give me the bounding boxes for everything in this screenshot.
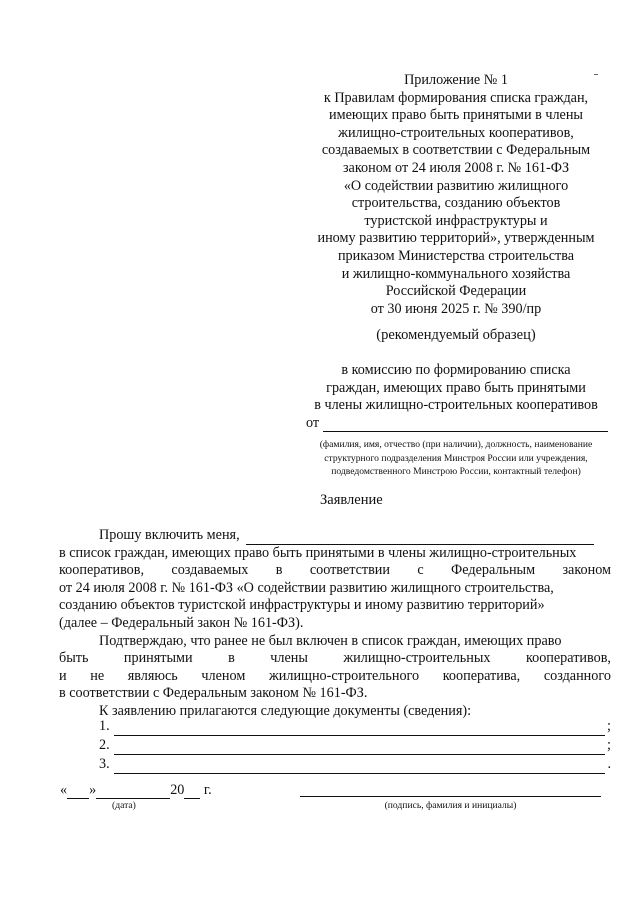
word: кооперативов,	[525, 650, 611, 667]
paragraph-2-end-text: в соответствии с Федеральным законом № 161-ФЗ.	[59, 685, 368, 702]
document-item	[99, 755, 611, 774]
paragraph-1-line	[59, 562, 611, 580]
paragraph-2-first	[59, 633, 611, 651]
appendix-line: приказом Министерства строительства	[337, 247, 575, 264]
word: в	[228, 650, 235, 667]
appendix-line: иному развитию территорий», утвержденным	[317, 230, 595, 247]
addressee-line: в комиссию по формированию списка	[341, 362, 571, 378]
appendix-line: имеющих право быть принятыми в члены	[329, 107, 583, 124]
month-blank[interactable]	[96, 784, 170, 799]
document-end-punct: ;	[607, 737, 611, 753]
word: быть	[59, 650, 89, 667]
appendix-line: к Правилам формирования списка граждан,	[323, 89, 589, 106]
year-suffix: г.	[200, 782, 212, 798]
appendix-line: от 30 июня 2025 г. № 390/пр	[370, 300, 542, 317]
document-end-punct: ;	[607, 718, 611, 734]
document-number: 3.	[99, 756, 110, 772]
document-item	[99, 736, 611, 755]
date-field	[60, 782, 212, 799]
word: соответствии	[309, 562, 390, 579]
document-number: 1.	[99, 718, 110, 734]
day-blank[interactable]	[67, 784, 89, 799]
appendix-line: жилищно-строительных кооперативов,	[338, 124, 574, 141]
paragraph-1-line	[59, 597, 611, 615]
word: принятыми	[123, 650, 193, 667]
from-row	[306, 415, 608, 432]
appendix-line: туристской инфраструктуры и	[364, 212, 548, 229]
from-label: от	[306, 415, 320, 431]
name-blank[interactable]	[246, 530, 594, 545]
word: создаваемых	[171, 562, 249, 579]
word: не	[90, 667, 105, 684]
paragraph-1-end-text: (далее – Федеральный закон № 161-ФЗ).	[59, 614, 304, 631]
hint-line: (фамилия, имя, отчество (при наличии), должность, наименование	[319, 439, 593, 450]
attachments-intro-text: К заявлению прилагаются следующие документы (сведения):	[99, 702, 472, 719]
word: законом	[562, 562, 611, 579]
word: члены	[270, 650, 308, 667]
word: с	[417, 562, 424, 579]
appendix-line: строительства, созданию объектов	[351, 195, 561, 212]
word: членом	[201, 667, 246, 684]
signature-caption: (подпись, фамилия и инициалы)	[384, 800, 517, 811]
year-blank[interactable]	[184, 784, 200, 799]
document-number: 2.	[99, 737, 110, 753]
document-title: Заявление	[320, 492, 383, 508]
word: в список граждан, имеющих право быть принятыми в члены жилищно-строительных	[59, 544, 577, 561]
appendix-line: законом от 24 июля 2008 г. № 161-ФЗ	[342, 159, 570, 176]
paragraph-1-line	[59, 580, 611, 598]
addressee-block	[300, 362, 612, 415]
document-blank[interactable]	[114, 721, 605, 736]
appendix-line: «О содействии развитию жилищного	[343, 177, 569, 194]
appendix-line: и жилищно-коммунального хозяйства	[341, 265, 571, 282]
word: Федеральным	[451, 562, 536, 579]
paragraph-1-line	[59, 545, 611, 563]
appendix-line: создаваемых в соответствии с Федеральным	[321, 142, 591, 159]
applicant-hint	[296, 438, 616, 479]
request-line	[59, 527, 611, 545]
document-end-punct: .	[607, 756, 611, 772]
word: кооперативов,	[59, 562, 145, 579]
year-prefix: 20	[170, 782, 185, 798]
word: созданию объектов туристской инфраструктуры и иному развитию территорий»	[59, 597, 545, 614]
paragraph-2-first-text: Подтверждаю, что ранее не был включен в список граждан, имеющих право	[99, 632, 562, 649]
close-quote: »	[89, 782, 97, 798]
word: и	[59, 667, 67, 684]
appendix-line: Российской Федерации	[385, 283, 527, 300]
document-blank[interactable]	[114, 759, 606, 774]
word: в	[275, 562, 283, 579]
document-item	[99, 717, 611, 736]
word: жилищно-строительного	[268, 667, 420, 684]
appendix-header	[300, 72, 612, 318]
documents-list	[99, 717, 611, 774]
request-start: Прошу включить меня,	[99, 527, 240, 543]
open-quote: «	[60, 782, 68, 798]
hint-line: подведомственного Минстрою России, контактный телефон)	[331, 466, 581, 477]
paragraph-2-line	[59, 650, 611, 668]
applicant-blank[interactable]	[323, 417, 608, 432]
paragraph-2-line	[59, 668, 611, 686]
word: являюсь	[127, 667, 178, 684]
paragraph-1-end	[59, 615, 611, 633]
signature-line[interactable]	[300, 796, 601, 797]
word: от 24 июля 2008 г. № 161-ФЗ «О содействии развитию жилищного строительства,	[59, 579, 554, 596]
appendix-line: Приложение № 1	[404, 72, 508, 88]
statement-body	[59, 527, 611, 721]
document-blank[interactable]	[114, 740, 605, 755]
hint-line: структурного подразделения Минстроя России или учреждения,	[324, 452, 588, 464]
date-caption: (дата)	[112, 800, 136, 811]
addressee-line: в члены жилищно-строительных кооперативов	[314, 397, 598, 414]
word: созданного	[543, 667, 611, 684]
word: кооператива,	[442, 667, 521, 684]
addressee-line: граждан, имеющих право быть принятыми	[326, 379, 586, 396]
paragraph-2-end	[59, 685, 611, 703]
sample-label: (рекомендуемый образец)	[376, 327, 536, 343]
word: жилищно-строительных	[343, 650, 491, 667]
